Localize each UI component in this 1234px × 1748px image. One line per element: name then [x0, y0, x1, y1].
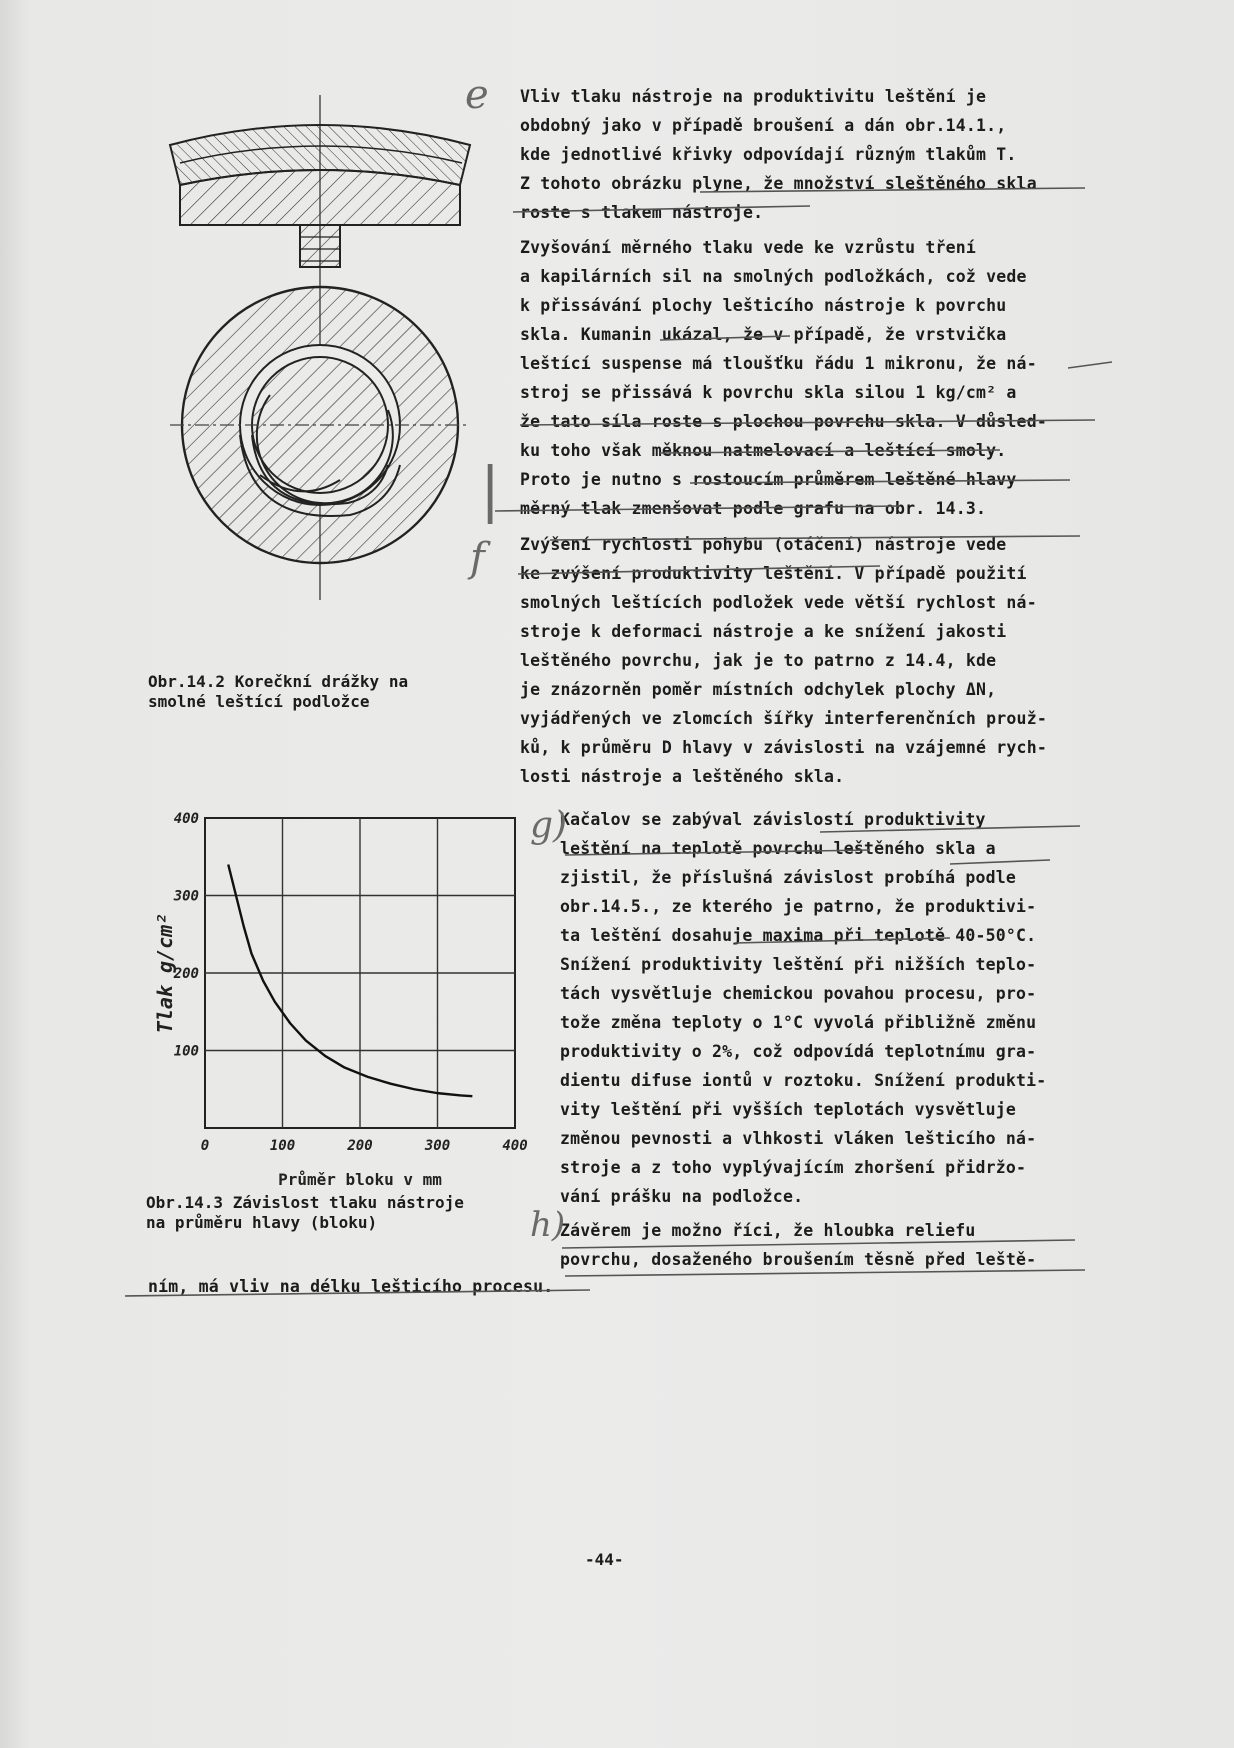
text-line: obdobný jako v případě broušení a dán obr.14.1., — [520, 116, 1007, 135]
text-line: k přissávání plochy lešticího nástroje k povrchu — [520, 296, 1007, 315]
chart-x-tick-label: 400 — [502, 1138, 528, 1154]
text-line: Zvýšení rychlosti pohybu (otáčení) nástroje vede — [520, 535, 1007, 554]
text-line: roste s tlakem nástroje. — [520, 203, 764, 222]
figure-caption-14-2 — [148, 672, 408, 712]
text-line: ke zvýšení produktivity leštění. V případě použití — [520, 564, 1027, 583]
text-line: Zvyšování měrného tlaku vede ke vzrůstu tření — [520, 238, 977, 257]
text-line: Kačalov se zabýval závislostí produktivity — [560, 810, 986, 829]
text-line: Z tohoto obrázku plyne, že množství sleštěného skla — [520, 174, 1037, 193]
chart-ticks — [173, 811, 528, 1154]
paragraph-specific-pressure — [520, 233, 1047, 523]
text-line: Vliv tlaku nástroje na produktivitu leštění je — [520, 87, 987, 106]
text-line: losti nástroje a leštěného skla. — [520, 767, 845, 786]
caption-line: Obr.14.3 Závislost tlaku nástroje — [146, 1193, 464, 1212]
caption-line: smolné leštící podložce — [148, 692, 370, 711]
paragraph-conclusion-tail — [148, 1272, 553, 1301]
page-number: -44- — [585, 1550, 624, 1569]
text-line: leštěného povrchu, jak je to patrno z 14.4, kde — [520, 651, 997, 670]
chart-y-tick-label: 300 — [173, 888, 199, 905]
figure-caption-14-3 — [146, 1193, 464, 1233]
chart-series-line — [228, 865, 472, 1097]
text-line: změnou pevnosti a vlhkosti vláken lešticího ná- — [560, 1129, 1037, 1148]
chart-y-tick-label: 200 — [173, 966, 199, 982]
paragraph-conclusion — [560, 1216, 1036, 1274]
caption-line: Obr.14.2 Korečkní drážky na — [148, 672, 409, 691]
text-line: leštění na teplotě povrchu leštěného skla a — [560, 839, 996, 858]
handwritten-annotation-h: h) — [530, 1205, 566, 1245]
chart-x-axis-label: Průměr bloku v mm — [278, 1170, 442, 1185]
text-line: stroj se přissává k povrchu skla silou 1 kg/cm² a — [520, 383, 1017, 402]
paragraph-temperature — [560, 805, 1046, 1211]
caption-line: na průměru hlavy (bloku) — [146, 1213, 378, 1232]
handwritten-annotation-g: g) — [530, 805, 568, 846]
handwritten-annotation-bar: | — [480, 455, 501, 525]
text-line: ků, k průměru D hlavy v závislosti na vzájemné rych- — [520, 738, 1047, 757]
text-line: a kapilárních sil na smolných podložkách, což vede — [520, 267, 1027, 286]
text-line: skla. Kumanin ukázal, že v případě, že vrstvička — [520, 325, 1007, 344]
text-line: tách vysvětluje chemickou povahou procesu, pro- — [560, 984, 1037, 1003]
text-line: Závěrem je možno říci, že hloubka reliefu — [560, 1221, 976, 1240]
chart-x-tick-label: 300 — [424, 1138, 451, 1154]
text-line: vity leštění při vyšších teplotách vysvětluje — [560, 1100, 1017, 1119]
text-line: leštící suspense má tloušťku řádu 1 mikronu, že ná- — [520, 354, 1037, 373]
text-line: stroje k deformaci nástroje a ke snížení jakosti — [520, 622, 1007, 641]
text-line: povrchu, dosaženého broušením těsně před leště- — [560, 1250, 1037, 1269]
text-line: vyjádřených ve zlomcích šířky interferenčních prouž- — [520, 709, 1047, 728]
text-line: ta leštění dosahuje maxima při teplotě 40-50°C. — [560, 926, 1037, 945]
chart-curve-layer — [228, 865, 472, 1097]
text-line: obr.14.5., ze kterého je patrno, že produktivi- — [560, 897, 1037, 916]
chart-y-axis-label: Tlak g/cm² — [153, 912, 177, 1034]
polishing-tool-drawing — [150, 95, 490, 615]
text-line: ním, má vliv na délku lešticího procesu. — [148, 1277, 554, 1296]
text-line: že tato síla roste s plochou povrchu skla. V důsled- — [520, 412, 1047, 431]
chart-x-tick-label: 200 — [347, 1138, 373, 1154]
chart-x-tick-label: 100 — [269, 1138, 296, 1154]
handwritten-annotation-f: f — [470, 535, 485, 581]
chart-y-tick-label: 100 — [173, 1043, 199, 1060]
text-line: zjistil, že příslušná závislost probíhá podle — [560, 868, 1017, 887]
text-line: kde jednotlivé křivky odpovídají různým tlakům T. — [520, 145, 1017, 164]
text-line: vání prášku na podložce. — [560, 1187, 804, 1206]
paragraph-pressure — [520, 82, 1037, 227]
chart-y-tick-label: 400 — [173, 811, 199, 827]
handwritten-annotation-e: e — [465, 72, 489, 118]
chart-x-tick-label: 0 — [200, 1138, 210, 1154]
chart-grid — [205, 818, 515, 1128]
paragraph-speed — [520, 530, 1047, 791]
text-line: je znázorněn poměr místních odchylek plochy ΔN, — [520, 680, 997, 699]
text-line: měrný tlak zmenšovat podle grafu na obr. 14.3. — [520, 499, 987, 518]
pressure-chart — [150, 800, 550, 1185]
text-line: produktivity o 2%, což odpovídá teplotnímu gra- — [560, 1042, 1037, 1061]
text-line: tože změna teploty o 1°C vyvolá přibližně změnu — [560, 1013, 1037, 1032]
text-line: Proto je nutno s rostoucím průměrem leštěné hlavy — [520, 470, 1017, 489]
text-line: stroje a z toho vyplývajícím zhoršení přidržo- — [560, 1158, 1027, 1177]
text-line: dientu difuse iontů v roztoku. Snížení produkti- — [560, 1071, 1047, 1090]
text-line: ku toho však měknou natmelovací a leštící smoly. — [520, 441, 1007, 460]
text-line: Snížení produktivity leštění při nižších teplo- — [560, 955, 1037, 974]
text-line: smolných leštících podložek vede větší rychlost ná- — [520, 593, 1037, 612]
